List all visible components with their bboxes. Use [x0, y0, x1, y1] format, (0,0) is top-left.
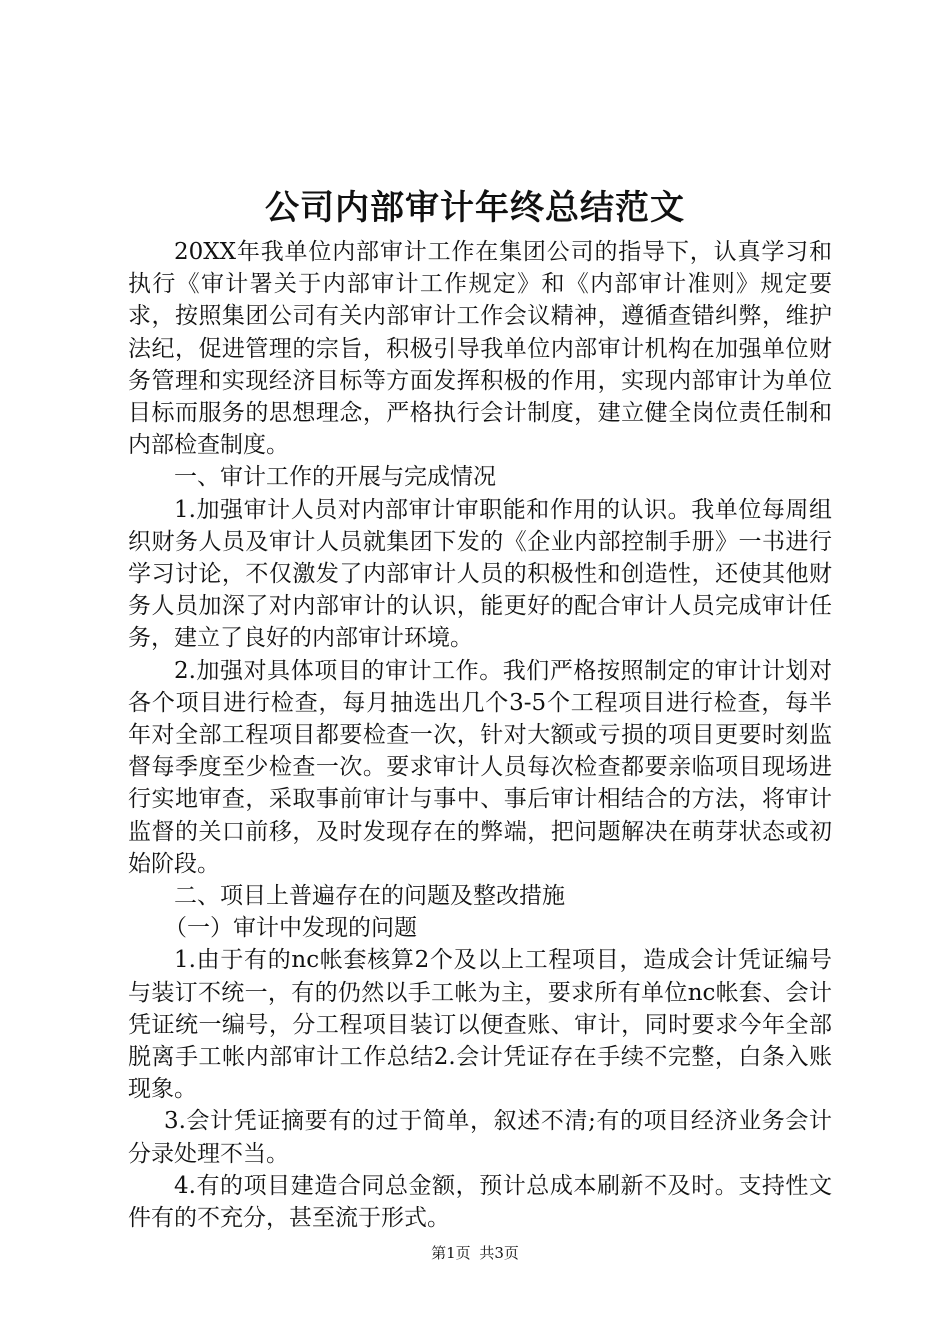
paragraph-item-1: 1.加强审计人员对内部审计审职能和作用的认识。我单位每周组织财务人员及审计人员就集团下发的《企业内部控制手册》一书进行学习讨论，不仅激发了内部审计人员的积极性和创造性，还使其他财务人员加深了对内部审计的认识，能更好的配合审计人员完成审计任务，建立了良好的内部审计环境。 — [128, 496, 832, 652]
sub-heading-1: （一）审计中发现的问题 — [164, 915, 417, 942]
section-heading-1: 一、审计工作的开展与完成情况 — [174, 464, 496, 491]
page-footer — [0, 1243, 950, 1263]
paragraph-intro: 20XX年我单位内部审计工作在集团公司的指导下，认真学习和执行《审计署关于内部审计工作规定》和《内部审计准则》规定要求，按照集团公司有关内部审计工作会议精神，遵循查错纠弊，维护法纪，促进管理的宗旨，积极引导我单位内部审计机构在加强单位财务管理和实现经济目标等方面发挥积极的作用，实现内部审计为单位目标而服务的思想理念，严格执行会计制度，建立健全岗位责任制和内部检查制度。 — [128, 239, 832, 459]
document-title: 公司内部审计年终总结范文 — [265, 188, 685, 228]
page-number: 第1页 — [431, 1244, 471, 1262]
paragraph-problem-3: 3.会计凭证摘要有的过于简单，叙述不清;有的项目经济业务会计分录处理不当。 — [128, 1108, 832, 1167]
paragraph-problem-4: 4.有的项目建造合同总金额，预计总成本刷新不及时。支持性文件有的不充分，甚至流于形式。 — [128, 1172, 832, 1232]
page-total: 共3页 — [479, 1244, 519, 1262]
section-heading-2: 二、项目上普遍存在的问题及整改措施 — [174, 883, 565, 910]
document-body — [128, 236, 832, 1234]
paragraph-item-2: 2.加强对具体项目的审计工作。我们严格按照制定的审计计划对各个项目进行检查，每月抽选出几个3-5个工程项目进行检查，每半年对全部工程项目都要检查一次，针对大额或亏损的项目更要时刻监督每季度至少检查一次。要求审计人员每次检查都要亲临项目现场进行实地审查，采取事前审计与事中、事后审计相结合的方法，将审计监督的关口前移，及时发现存在的弊端，把问题解决在萌芽状态或初始阶段。 — [128, 657, 832, 877]
paragraph-problem-1: 1.由于有的nc帐套核算2个及以上工程项目，造成会计凭证编号与装订不统一，有的仍然以手工帐为主，要求所有单位nc帐套、会计凭证统一编号，分工程项目装订以便查账、审计，同时要求今年全部脱离手工帐内部审计工作总结2.会计凭证存在手续不完整，白条入账现象。 — [128, 947, 832, 1103]
